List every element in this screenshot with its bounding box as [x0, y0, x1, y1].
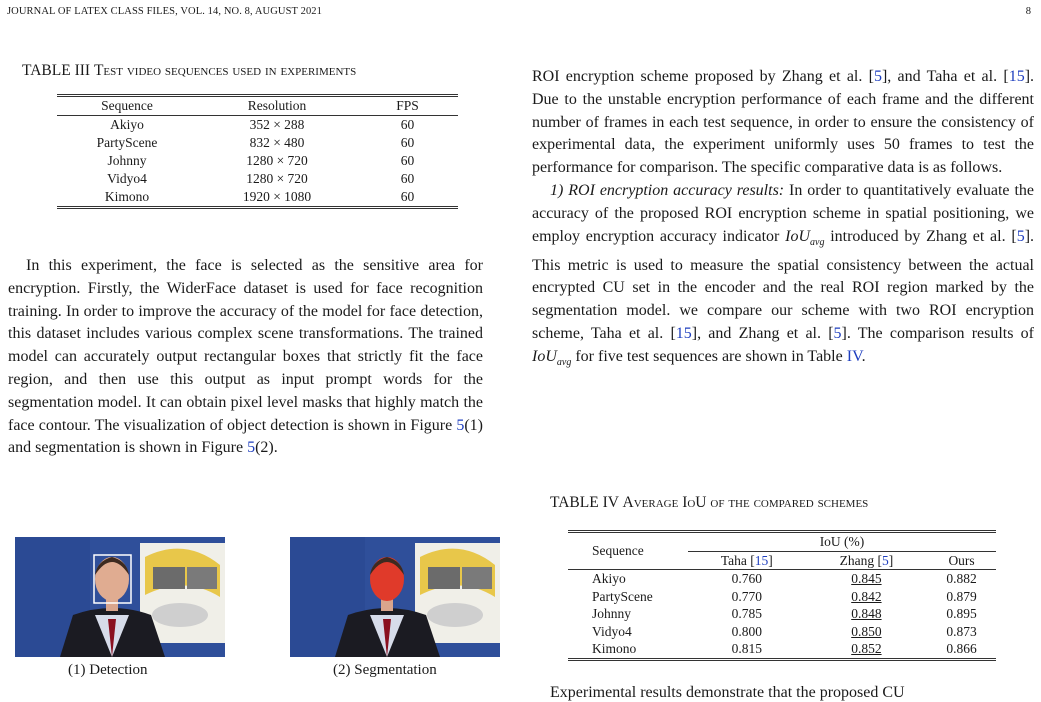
table-row [568, 623, 996, 641]
table-cell: 0.866 [927, 640, 996, 659]
table-row [57, 134, 458, 152]
table4-caption [550, 494, 868, 512]
table-cell: 1280 × 720 [246, 171, 308, 186]
table-cell: 0.770 [731, 588, 763, 604]
citation-link[interactable]: 5 [833, 324, 842, 342]
table4-header-row [568, 532, 996, 552]
table-row [57, 116, 458, 135]
citation-link[interactable]: 15 [754, 552, 769, 568]
table-cell [806, 605, 927, 623]
text-run: ]. Due to the unstable encryption performance of each frame and the different number of frames in each test sequence, in order to ensure the consistency of experimental data, the experiment uniformly uses 50 frames to test the performance for comparison. The specific comparative data is as follows. [532, 68, 1035, 177]
table-cell: 0.873 [946, 623, 977, 639]
text-run: for five test sequences are shown in Table [571, 347, 847, 365]
text-run: . [861, 347, 866, 365]
segmentation-figure [290, 537, 500, 657]
table-ref-link[interactable]: IV [846, 347, 862, 365]
table-cell: 0.882 [946, 571, 977, 586]
table-row [568, 640, 996, 659]
figure-ref-link[interactable]: 5 [247, 439, 256, 457]
text-run: (2). [255, 439, 278, 457]
text-run: In this experiment, the face is selected as the sensitive area for encryption. Firstly, the WiderFace dataset is used for face recognition training. In order to improve the accuracy of the model for face detection, this dataset includes various complex scene transformations. The trained model can accurately output rectangular boxes that strictly fit the face region, and then use this output as input prompt words for the segmentation model. It can obtain pixel level masks that highly match the face contour. The visualization of object detection is shown in Figure [8, 257, 483, 434]
table-cell: 1920 × 1080 [197, 188, 357, 208]
figure-ref-link[interactable]: 5 [456, 416, 465, 434]
left-body-paragraph [8, 255, 483, 460]
table-cell: 0.879 [946, 588, 977, 604]
underlined-value: 0.848 [851, 606, 882, 621]
citation-link[interactable]: 5 [881, 552, 889, 568]
detection-figure [15, 537, 225, 657]
text-run: ], and Zhang et al. [ [691, 324, 834, 342]
table-cell: Johnny [592, 606, 632, 621]
table-cell: 832 × 480 [249, 135, 305, 150]
subsection-heading: 1) ROI encryption accuracy results: [550, 181, 785, 199]
citation-link[interactable]: 15 [675, 324, 692, 342]
figure-caption-segmentation: (2) Segmentation [333, 662, 437, 678]
underlined-value: 0.845 [851, 571, 882, 586]
table-cell: 60 [400, 153, 415, 168]
table-cell: 1280 × 720 [246, 153, 308, 168]
paragraph [532, 66, 1034, 180]
page-number: 8 [1025, 6, 1031, 17]
text-run: introduced by Zhang et al. [ [824, 227, 1017, 245]
table-cell: 0.800 [731, 623, 763, 639]
table-cell: 60 [400, 171, 415, 186]
table4 [568, 530, 996, 661]
table4-header-ours: Ours [927, 551, 996, 570]
citation-link[interactable]: 15 [1008, 68, 1025, 85]
table-cell: 0.760 [731, 571, 763, 586]
text-run: Taha [ [720, 552, 755, 568]
table3-header-cell: FPS [357, 96, 458, 116]
table-cell [806, 588, 927, 606]
math-symbol: IoU [785, 227, 811, 245]
text-run: ROI encryption scheme proposed by Zhang et al. [ [532, 68, 874, 85]
table-cell: Johnny [107, 153, 147, 168]
math-subscript: avg [556, 356, 572, 368]
paragraph [8, 255, 483, 460]
text-run: In order to quantitatively evaluate the accuracy of the proposed ROI encryption scheme in spatial positioning, we employ encryption accuracy indicator [532, 181, 1034, 245]
table-cell: 60 [357, 188, 458, 208]
text-run: ] [888, 552, 894, 568]
table-cell: Akiyo [110, 117, 144, 132]
table3-header-cell: Sequence [57, 96, 197, 116]
table-cell: 0.785 [731, 606, 763, 621]
table4-header-zhang [806, 551, 927, 570]
table3 [57, 94, 458, 209]
table3-header-row [57, 96, 458, 116]
table-cell [806, 570, 927, 588]
math-iou [785, 227, 825, 248]
text-run: Zhang [ [839, 552, 882, 568]
citation-link[interactable]: 5 [1016, 227, 1025, 245]
table-cell: 60 [400, 117, 415, 132]
underlined-value: 0.850 [851, 623, 882, 639]
table-row [57, 188, 458, 208]
underlined-value: 0.852 [851, 641, 882, 656]
text-run: ], and Taha et al. [ [881, 68, 1009, 85]
table-row [57, 152, 458, 170]
detection-image [15, 537, 225, 657]
table-cell: Vidyo4 [592, 623, 632, 639]
table-cell: 0.895 [946, 606, 977, 621]
table4-caption-text: Average IoU of the compared schemes [622, 494, 869, 511]
running-header: JOURNAL OF LATEX CLASS FILES, VOL. 14, NO. 8, AUGUST 2021 [7, 6, 322, 17]
citation-link[interactable]: 5 [873, 68, 882, 85]
text-run: (1) and segmentation is shown in Figure [8, 416, 483, 457]
table-cell: 60 [400, 135, 415, 150]
underlined-value: 0.842 [851, 588, 882, 604]
table-cell: Vidyo4 [107, 171, 147, 186]
table3-label: TABLE III [22, 62, 91, 79]
table-cell: Kimono [568, 640, 688, 659]
segmentation-image [290, 537, 500, 657]
table-cell: Kimono [57, 188, 197, 208]
text-run: ] [768, 552, 773, 568]
text-run: ]. The comparison results of [841, 324, 1035, 342]
table-cell: 0.815 [688, 640, 806, 659]
table-cell [806, 640, 927, 659]
continuing-paragraph: Experimental results demonstrate that the proposed CU [550, 684, 905, 701]
table-cell: 352 × 288 [249, 117, 305, 132]
table4-header-iou: IoU (%) [688, 532, 996, 552]
table-row [568, 570, 996, 588]
table3-header-cell: Resolution [197, 96, 357, 116]
table4-header-sequence: Sequence [568, 532, 688, 570]
paragraph [532, 180, 1034, 375]
figure-caption-detection: (1) Detection [68, 662, 148, 678]
table3-caption-text: Test video sequences used in experiments [93, 62, 357, 79]
text-run: ]. This metric is used to measure the spatial consistency between the actual encrypted CU set in the encoder and the real ROI region marked by the segmentation model. we compare our scheme with two ROI encryption scheme, Taha et al. [ [532, 227, 1035, 342]
table-cell [806, 623, 927, 641]
math-iou [532, 347, 572, 368]
right-body-text [532, 66, 1034, 375]
table-row [568, 588, 996, 606]
table4-header-taha [688, 551, 806, 570]
table-cell: Akiyo [592, 571, 626, 586]
math-symbol: IoU [532, 347, 557, 365]
table-row [568, 605, 996, 623]
table4-label: TABLE IV [550, 494, 619, 511]
table3-caption [22, 62, 492, 80]
math-subscript: avg [810, 236, 825, 248]
table-cell: PartyScene [592, 588, 653, 604]
table-cell: PartyScene [96, 135, 158, 150]
table-row [57, 170, 458, 188]
